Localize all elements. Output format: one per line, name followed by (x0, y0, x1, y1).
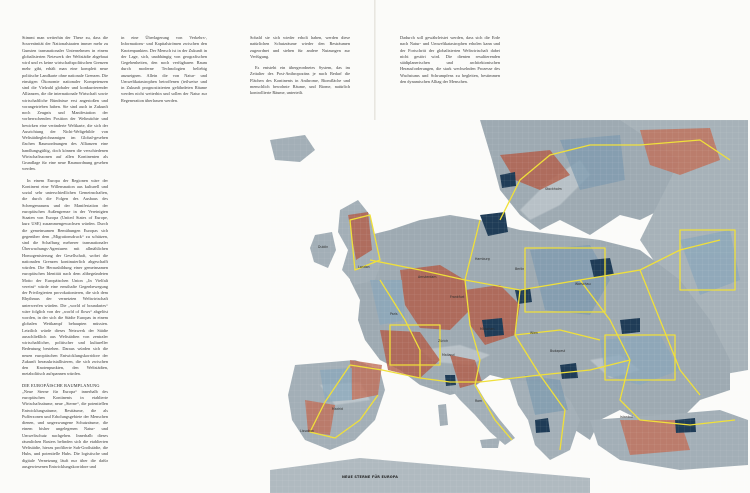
text-column-4 (400, 35, 500, 90)
city-label: Budapest (550, 349, 566, 353)
text-column-1 (22, 35, 108, 475)
city-label: Wien (530, 331, 538, 335)
europe-map (120, 120, 748, 493)
city-label: Zürich (438, 339, 449, 343)
paragraph: in eine Überlagerung von Verkehrs-, Informations- und Kapitalströmen zwischen den Knotenpunkten. Der Mensch ist in der Zukunft in der Lage, sich, unabhängig von geografischen Gegebenheiten, den noch verfügbaren Raum durch moderne Technologien beliebig anzueignen. Allein die von Natur- und Umweltkatastrophen betroffenen (teilweise und in Zukunft prognostizierten gefährdeten Räume werden nicht weiterhin und sollen der Natur zur Regeneration überlassen werden. (121, 35, 207, 103)
city-label: München (480, 327, 495, 331)
city-label: Istanbul (620, 415, 633, 419)
city-label: Madrid (332, 407, 343, 411)
map-caption: NEUE STERNE FÜR EUROPA (342, 475, 399, 479)
city-label: Frankfurt (450, 295, 465, 299)
section-heading: DIE EUROPÄISCHE RAUMPLANUNG (22, 382, 100, 388)
city-label: Mailand (442, 353, 455, 357)
paragraph: Sobald sie sich wieder erholt haben, werden diese natürlichen Schutzräume wieder den Resträumen zugeordnet und stehen für andere Nutzungen zur Verfügung. (250, 35, 350, 59)
city-label: Stockholm (545, 187, 562, 191)
city-label: Dublin (318, 245, 329, 249)
city-label: London (358, 265, 370, 269)
city-label: Rom (475, 399, 483, 403)
city-label: Paris (390, 312, 398, 316)
paragraph: „Neue Sterne für Europa“ innerhalb des europäischen Kontinents in etablierte Wirtschaftsräume, neue „Sterne“, die potentiellen Entwicklungsräume, Resttäume, die als Pufferzonen und Erholungsgebiete der Menschen dienen, und ungezwungene Schutzräume, die einem bisher ungelegenen Natur- und Umweltschutz nachgehen. Innerhalb dieses räumlichen Rasters befinden sich die etablierten Weltstädte, hierzu profilierte Sub-Großstädte, die Hubs, und potentielle Hubs. Die logistische und digitale Vernetzung läuft nur über die dafür ausgewiesenen Entwicklungskorridore und (22, 388, 108, 469)
paragraph: Dadurch soll gewährleistet werden, dass sich die Erde nach Natur- und Umweltkatastrophen erholen kann und der Fortschritt der globalisierten Weltwirtschaft dabei nicht gestört wird. Die dienten resultierenden städtplanerischen und architektonischen Herausforderungen, die stark wechselnden Prozesse des Wachstums und Schrumpfens zu begleiten, bestimmen den dynamischen Alltag der Menschen. (400, 35, 500, 84)
paragraph: Es entsteht ein übergeordnetes System, das im Zeitalter des Post-Anthropozäns je nach Bedarf die Flächen des Kontinents in Anthrome, Biomfläche und menschlich bewohnte Räume, und Biome, natürlich kontrollierte Räume, unterteilt. (250, 65, 350, 95)
city-label: Warschau (575, 282, 591, 286)
city-label: Amsterdam (418, 275, 437, 279)
city-label: Hamburg (475, 257, 490, 261)
city-label: Berlin (515, 267, 525, 271)
paragraph: Stimmt man weiterhin der These zu, dass die Souveränität der Nationalstaaten immer mehr zu Gunsten transnationaler Unternehmen in einem globalisierten Netzwerk der Weltstädte abgebaut wird und es keine wirtschaftspolitischen Grenzen mehr gibt, erhält man eine komplett neue politische Landkarte ohne nationale Grenzen. Die einstigen Ökonomie nationaler Kompetenzen sind die Vielzahl globaler und konkurrierender Allianzen, die die internationale Wirtschaft sowie wirtschaftliche Bündnisse erst angestoßen und vorangetrieben haben. Sie sind auch in Zukunft noch Zeugnis und Manifestation der vorherrschenden Position der Weltmächte und bewirken eine veränderte Weltkarte, die sich der Ausrichtung der Nicht-Weltgebilde von Weltstädtegleichnamigen im Global-gesehen flachen Raumordnungen des Allianzen eine handlungsgültig, doch können die verschiedenen Wirtschaftszonen auf allen Kontinenten als Grundlage für eine neue Raumordnung gesehen werden. (22, 35, 108, 172)
paragraph: In einem Europa der Regionen wäre der Kontinent eine Willensnation aus kulturell und sozial sehr unterschiedlichen Gemeinschaften, die durch die Folgen des Ausbaus des Schengenraums und der Manifestation der europäischen Außengrenze in der Vereinigten Staaten von Europa (United States of Europe, kurz USE) zusammengewachsen würden. Durch die gemeinsamen Bemühungen Europas sich gegenüber dem „Migrationsdruck“ zu schützen, sind die Schaffung mehrerer transnationaler Überwachungs-Agenturen mit allmählichen Homogenisierung der Gesellschaft, wobei die nationalen Grenzen kontinuierlich abgeschafft würden. Die Herausbildung einer gemeinsamen europäischen Identität nach dem altbegründeten Motto der Europäischen Union „In Vielfalt vereint“ würde eine ernsthafte Gegenbewegung der Privilegierten provokationieren, die sich dem Rhythmus der vernetzten Weltwirtschaft unterwerfen würden. Die „world of boundaries“ wäre folglich von der „world of flows“ abgelöst worden, in der sich die Städte Europas in einem globalen Wettkampf behaupten müssten. Letztlich würde dieses Netzwerk der Städte ausschließlich aus Weltstädten von zentraler wirtschaftlicher, politischer und kultureller Bedeutung bestehen. Daraus würden sich die neuen europäischen Entwicklungskorridore der Zukunft herauskristallisieren, die sich zwischen den Knotenpunkten, den Weltstädten, metabolitisch aufspannen würden. (22, 177, 108, 377)
text-column-2 (121, 35, 207, 109)
city-label: Lissabon (300, 429, 314, 433)
text-column-3 (250, 35, 350, 101)
